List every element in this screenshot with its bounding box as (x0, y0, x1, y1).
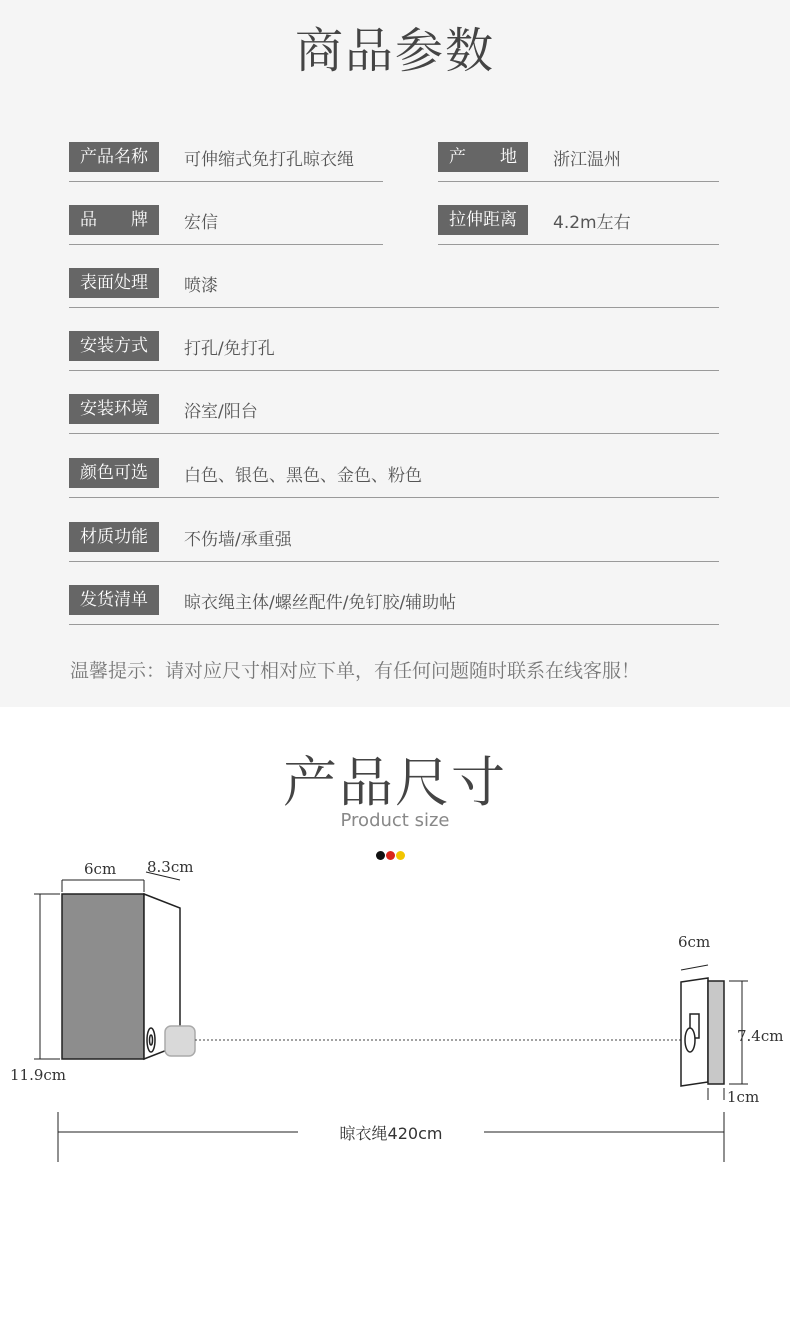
param-label: 品 牌 (69, 205, 159, 235)
param-value: 喷漆 (184, 276, 218, 296)
param-label: 安装环境 (69, 394, 159, 424)
param-value: 打孔/免打孔 (184, 339, 275, 359)
param-value: 浴室/阳台 (184, 402, 258, 422)
row-divider (438, 244, 719, 245)
end-height-label: 7.4cm (737, 1027, 784, 1045)
param-label: 表面处理 (69, 268, 159, 298)
param-value: 不伤墙/承重强 (184, 530, 292, 550)
end-width-label: 6cm (678, 933, 711, 951)
row-divider (438, 181, 719, 182)
row-divider (69, 181, 383, 182)
param-row-material (69, 522, 719, 562)
param-label: 安装方式 (69, 331, 159, 361)
row-divider (69, 433, 719, 434)
row-divider (69, 244, 383, 245)
param-label: 颜色可选 (69, 458, 159, 488)
rope-length-label: 晾衣绳420cm (339, 1124, 443, 1143)
main-depth-label: 8.3cm (147, 858, 194, 876)
param-row-install-method (69, 331, 719, 371)
param-value: 4.2m左右 (553, 213, 631, 233)
param-label: 产 地 (438, 142, 528, 172)
row-divider (69, 561, 719, 562)
param-row-install-environment (69, 394, 719, 434)
param-label: 拉伸距离 (438, 205, 528, 235)
row-divider (69, 497, 719, 498)
end-plate-label: 1cm (727, 1088, 760, 1106)
param-row-origin (438, 142, 719, 182)
param-value: 宏信 (184, 213, 218, 233)
main-unit (62, 894, 195, 1059)
dimension-diagram (0, 850, 790, 1190)
param-row-package (69, 585, 719, 625)
param-row-stretch-distance (438, 205, 719, 245)
param-row-colors (69, 458, 719, 498)
row-divider (69, 307, 719, 308)
param-value: 可伸缩式免打孔晾衣绳 (184, 150, 354, 170)
param-row-brand (69, 205, 383, 245)
main-height-label: 11.9cm (10, 1066, 67, 1084)
row-divider (69, 370, 719, 371)
param-label: 产品名称 (69, 142, 159, 172)
param-value: 浙江温州 (553, 150, 621, 170)
row-divider (69, 624, 719, 625)
param-row-surface (69, 268, 719, 308)
param-value: 白色、银色、黑色、金色、粉色 (184, 466, 422, 486)
notice-text: 温馨提示：请对应尺寸相对应下单，有任何问题随时联系在线客服！ (70, 660, 641, 682)
size-title: 产品尺寸 (283, 751, 507, 814)
param-row-product-name (69, 142, 383, 182)
param-value: 晾衣绳主体/螺丝配件/免钉胶/辅助帖 (184, 593, 457, 613)
param-label: 发货清单 (69, 585, 159, 615)
end-bracket (681, 978, 724, 1086)
parameters-title: 商品参数 (294, 23, 495, 79)
size-subtitle: Product size (340, 810, 450, 831)
main-width-label: 6cm (84, 860, 117, 878)
param-label: 材质功能 (69, 522, 159, 552)
